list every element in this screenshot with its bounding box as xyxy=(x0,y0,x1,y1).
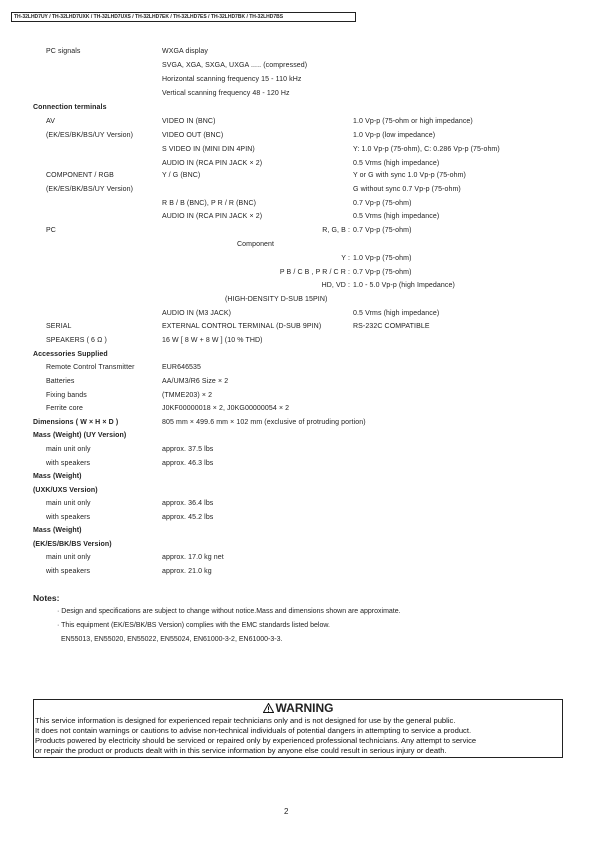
spec-value: G without sync 0.7 Vp-p (75-ohm) xyxy=(353,186,461,193)
spec-term: HD, VD : xyxy=(321,282,350,289)
section-heading: Connection terminals xyxy=(33,104,107,111)
spec-term: AUDIO IN (RCA PIN JACK × 2) xyxy=(162,213,263,220)
spec-value: Y: 1.0 Vp-p (75-ohm), C: 0.286 Vp-p (75-ohm) xyxy=(353,146,500,153)
mass-value: approx. 36.4 lbs xyxy=(162,500,214,507)
mass-label: main unit only xyxy=(46,554,91,561)
spec-term: P B / C B , P R / C R : xyxy=(279,269,350,276)
spec-term: Y : xyxy=(341,255,350,262)
notes-title: Notes: xyxy=(33,593,60,603)
pc-label: PC xyxy=(46,227,56,234)
spec-term: AUDIO IN (RCA PIN JACK × 2) xyxy=(162,160,263,167)
spec-term: R, G, B : xyxy=(322,227,350,234)
mass-label: main unit only xyxy=(46,500,91,507)
spec-term: S VIDEO IN (MINI DIN 4PIN) xyxy=(162,146,255,153)
spec-value: 1.0 Vp-p (low impedance) xyxy=(353,132,436,139)
warning-line: Products powered by electricity should be serviced or repaired only by experienced professional technicians. Any attempt to service xyxy=(35,736,477,745)
warning-title xyxy=(34,701,562,715)
accessory-value: EUR646535 xyxy=(162,364,202,371)
av-version: (EK/ES/BK/BS/UY Version) xyxy=(46,132,134,139)
page-number: 2 xyxy=(284,807,289,816)
spec-value: 1.0 Vp-p (75-ohm) xyxy=(353,255,412,262)
warning-line: This service information is designed for experienced repair technicians only and is not designed for use by the general public. xyxy=(35,716,456,725)
note-item: · Design and specifications are subject to change without notice.Mass and dimensions shown are approximate. xyxy=(57,608,401,615)
section-heading: Dimensions ( W × H × D ) xyxy=(33,419,119,426)
mass-value: approx. 37.5 lbs xyxy=(162,446,214,453)
accessory-value: (TMME203) × 2 xyxy=(162,392,213,399)
spec-term: EXTERNAL CONTROL TERMINAL (D-SUB 9PIN) xyxy=(162,323,322,330)
mass-value: approx. 46.3 lbs xyxy=(162,460,214,467)
accessory-label: Fixing bands xyxy=(46,392,87,399)
accessory-label: Ferrite core xyxy=(46,405,83,412)
mass-value: approx. 21.0 kg xyxy=(162,568,212,575)
pc-signals-value: SVGA, XGA, SXGA, UXGA ..... (compressed) xyxy=(162,62,308,69)
spec-value: 0.5 Vrms (high impedance) xyxy=(353,310,440,317)
section-heading: (UXK/UXS Version) xyxy=(33,487,98,494)
warning-line: It does not contain warnings or cautions to advise non-technical individuals of potential dangers in attempting to service a product. xyxy=(35,726,472,735)
mass-label: with speakers xyxy=(46,460,91,467)
spec-value: 16 W [ 8 W + 8 W ] (10 % THD) xyxy=(162,337,263,344)
section-heading: Accessories Supplied xyxy=(33,351,108,358)
section-heading: Mass (Weight) (UY Version) xyxy=(33,432,127,439)
component-version: (EK/ES/BK/BS/UY Version) xyxy=(46,186,134,193)
spec-term: R B / B (BNC), P R / R (BNC) xyxy=(162,200,257,207)
spec-value: 1.0 Vp-p (75-ohm or high impedance) xyxy=(353,118,473,125)
spec-value: RS-232C COMPATIBLE xyxy=(353,323,430,330)
accessory-label: Remote Control Transmitter xyxy=(46,364,135,371)
pc-signals-value: Vertical scanning frequency 48 - 120 Hz xyxy=(162,90,290,97)
warning-line: or repair the product or products dealt with in this service information by anyone else could result in serious injury or death. xyxy=(35,746,447,755)
mass-value: approx. 45.2 lbs xyxy=(162,514,214,521)
speakers-label: SPEAKERS ( 6 Ω ) xyxy=(46,337,107,344)
spec-term: VIDEO IN (BNC) xyxy=(162,118,216,125)
note-item: EN55013, EN55020, EN55022, EN55024, EN61000-3-2, EN61000-3-3. xyxy=(61,636,283,643)
spec-term: VIDEO OUT (BNC) xyxy=(162,132,224,139)
spec-term: Component xyxy=(237,241,275,248)
mass-label: with speakers xyxy=(46,568,91,575)
section-heading: Mass (Weight) xyxy=(33,473,82,480)
spec-value: 1.0 - 5.0 Vp-p (high Impedance) xyxy=(353,282,455,289)
model-header: TH-32LHD7UY / TH-32LHD7UXK / TH-32LHD7UXS / TH-32LHD7EK / TH-32LHD7ES / TH-32LHD7BK / TH-32LHD7BS xyxy=(11,12,356,22)
accessory-value: J0KF00000018 × 2, J0KG00000054 × 2 xyxy=(162,405,290,412)
section-heading: Mass (Weight) xyxy=(33,527,82,534)
pc-signals-value: Horizontal scanning frequency 15 - 110 kHz xyxy=(162,76,302,83)
accessory-value: AA/UM3/R6 Size × 2 xyxy=(162,378,229,385)
warning-box xyxy=(33,699,563,758)
component-label: COMPONENT / RGB xyxy=(46,172,114,179)
warning-title-text: WARNING xyxy=(275,701,334,715)
accessory-label: Batteries xyxy=(46,378,75,385)
spec-value: 0.7 Vp-p (75-ohm) xyxy=(353,200,412,207)
spec-term: Y / G (BNC) xyxy=(162,172,201,179)
spec-value: 0.7 Vp-p (75-ohm) xyxy=(353,227,412,234)
mass-label: with speakers xyxy=(46,514,91,521)
spec-value: 0.5 Vrms (high impedance) xyxy=(353,160,440,167)
spec-value: 0.5 Vrms (high impedance) xyxy=(353,213,440,220)
section-heading: (EK/ES/BK/BS Version) xyxy=(33,541,112,548)
pc-signals-value: WXGA display xyxy=(162,48,208,55)
mass-label: main unit only xyxy=(46,446,91,453)
spec-value: Y or G with sync 1.0 Vp-p (75-ohm) xyxy=(353,172,466,179)
note-item: · This equipment (EK/ES/BK/BS Version) complies with the EMC standards listed below. xyxy=(57,622,330,629)
spec-term: AUDIO IN (M3 JACK) xyxy=(162,310,232,317)
warning-triangle-icon xyxy=(263,703,274,713)
serial-label: SERIAL xyxy=(46,323,72,330)
av-label: AV xyxy=(46,118,56,125)
dimensions-value: 805 mm × 499.6 mm × 102 mm (exclusive of protruding portion) xyxy=(162,419,366,426)
spec-term: (HIGH-DENSITY D-SUB 15PIN) xyxy=(225,296,328,303)
mass-value: approx. 17.0 kg net xyxy=(162,554,224,561)
spec-value: 0.7 Vp-p (75-ohm) xyxy=(353,269,412,276)
pc-signals-label: PC signals xyxy=(46,48,81,55)
